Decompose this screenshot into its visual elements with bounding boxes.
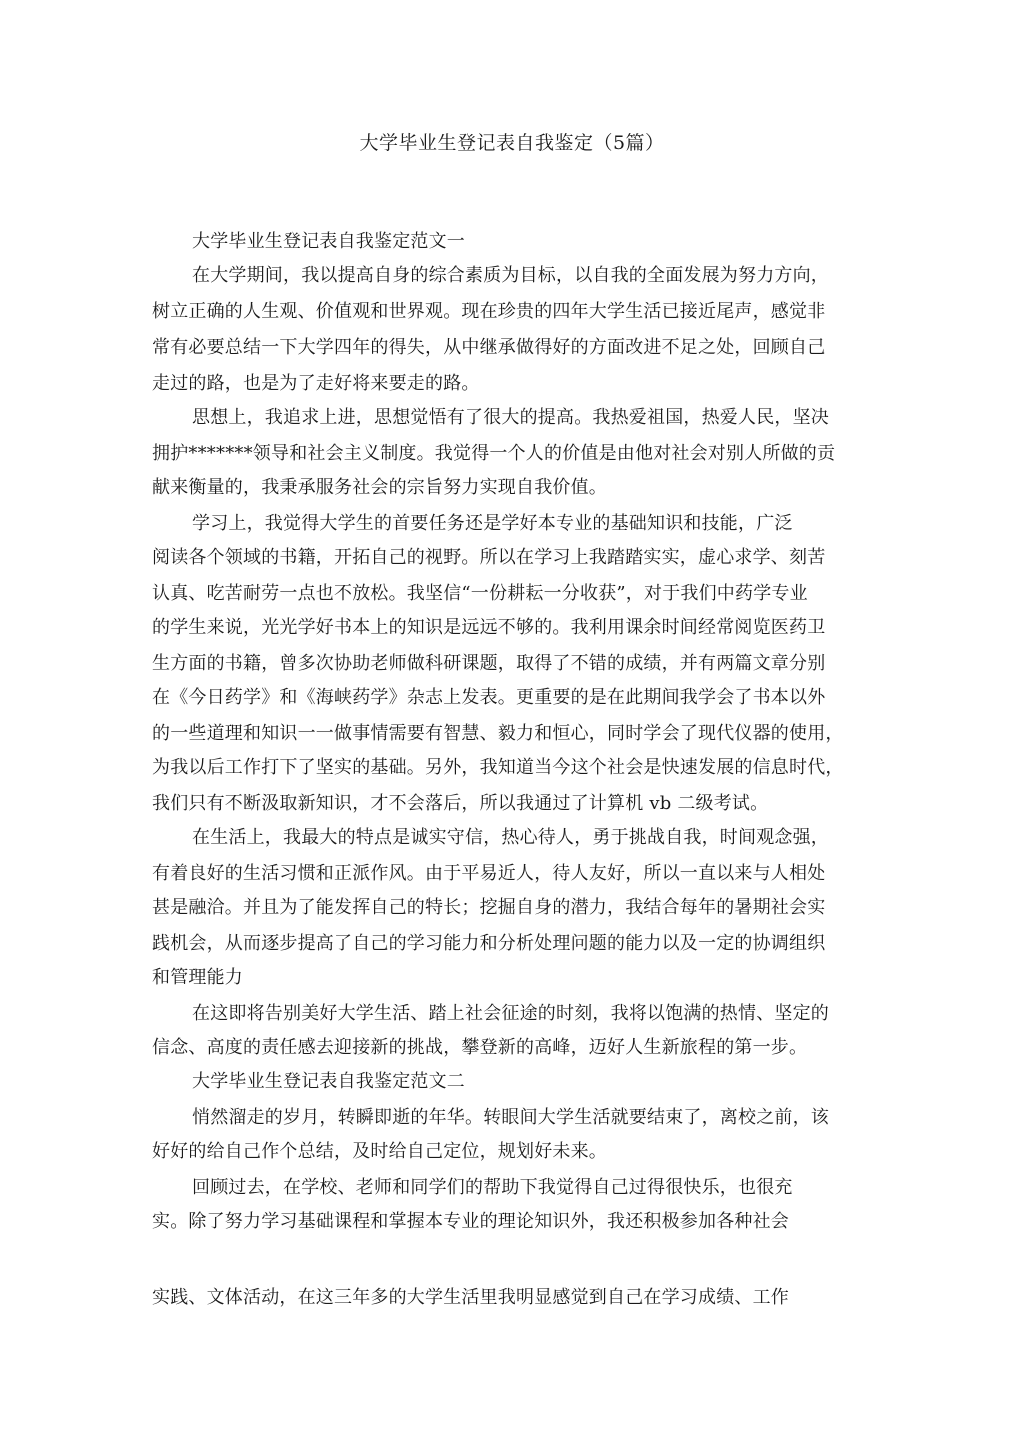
paragraph-line: 回顾过去，在学校、老师和同学们的帮助下我觉得自己过得很快乐，也很充: [192, 1177, 793, 1198]
paragraph-line: 和管理能力: [152, 967, 243, 988]
paragraph-line: 树立正确的人生观、价值观和世界观。现在珍贵的四年大学生活已接近尾声，感觉非: [152, 301, 826, 322]
paragraph-line: 实。除了努力学习基础课程和掌握本专业的理论知识外，我还积极参加各种社会: [152, 1211, 789, 1232]
paragraph-line: 我们只有不断汲取新知识，才不会落后，所以我通过了计算机 vb 二级考试。: [152, 793, 769, 814]
paragraph-line: 阅读各个领域的书籍，开拓自己的视野。所以在学习上我踏踏实实，虚心求学、刻苦: [152, 547, 826, 568]
paragraph-line: 为我以后工作打下了坚实的基础。另外，我知道当今这个社会是快速发展的信息时代，: [152, 757, 844, 778]
section-heading: 大学毕业生登记表自我鉴定范文二: [192, 1071, 465, 1092]
paragraph-line: 学习上，我觉得大学生的首要任务还是学好本专业的基础知识和技能，广泛: [192, 513, 793, 534]
paragraph-line: 践机会，从而逐步提高了自己的学习能力和分析处理问题的能力以及一定的协调组织: [152, 933, 826, 954]
page-title: 大学毕业生登记表自我鉴定（5篇）: [359, 132, 665, 154]
paragraph-line: 生方面的书籍，曾多次协助老师做科研课题，取得了不错的成绩，并有两篇文章分别: [152, 653, 826, 674]
paragraph-line: 的一些道理和知识一一做事情需要有智慧、毅力和恒心，同时学会了现代仪器的使用，: [152, 723, 844, 744]
paragraph-line: 实践、文体活动，在这三年多的大学生活里我明显感觉到自己在学习成绩、工作: [152, 1287, 789, 1308]
paragraph-line: 信念、高度的责任感去迎接新的挑战，攀登新的高峰，迈好人生新旅程的第一步。: [152, 1037, 808, 1058]
paragraph-line: 好好的给自己作个总结，及时给自己定位，规划好未来。: [152, 1141, 607, 1162]
paragraph-line: 走过的路，也是为了走好将来要走的路。: [152, 373, 480, 394]
paragraph-line: 拥护*******领导和社会主义制度。我觉得一个人的价值是由他对社会对别人所做的贡: [152, 443, 836, 464]
paragraph-line: 有着良好的生活习惯和正派作风。由于平易近人，待人友好，所以一直以来与人相处: [152, 863, 826, 884]
paragraph-line: 甚是融洽。并且为了能发挥自己的特长；挖掘自身的潜力，我结合每年的暑期社会实: [152, 897, 826, 918]
paragraph-line: 在生活上，我最大的特点是诚实守信，热心待人，勇于挑战自我，时间观念强，: [192, 827, 829, 848]
section-heading: 大学毕业生登记表自我鉴定范文一: [192, 231, 465, 252]
paragraph-line: 悄然溜走的岁月，转瞬即逝的年华。转眼间大学生活就要结束了，离校之前，该: [192, 1107, 829, 1128]
paragraph-line: 在《今日药学》和《海峡药学》杂志上发表。更重要的是在此期间我学会了书本以外: [152, 687, 826, 708]
paragraph-line: 的学生来说，光光学好书本上的知识是远远不够的。我利用课余时间经常阅览医药卫: [152, 617, 826, 638]
paragraph-line: 认真、吃苦耐劳一点也不放松。我坚信“一份耕耘一分收获”，对于我们中药学专业: [152, 583, 808, 604]
paragraph-line: 思想上，我追求上进，思想觉悟有了很大的提高。我热爱祖国，热爱人民，坚决: [192, 407, 829, 428]
paragraph-line: 常有必要总结一下大学四年的得失，从中继承做得好的方面改进不足之处，回顾自己: [152, 337, 826, 358]
paragraph-line: 献来衡量的，我秉承服务社会的宗旨努力实现自我价值。: [152, 477, 607, 498]
paragraph-line: 在这即将告别美好大学生活、踏上社会征途的时刻，我将以饱满的热情、坚定的: [192, 1003, 829, 1024]
paragraph-line: 在大学期间，我以提高自身的综合素质为目标，以自我的全面发展为努力方向，: [192, 265, 829, 286]
